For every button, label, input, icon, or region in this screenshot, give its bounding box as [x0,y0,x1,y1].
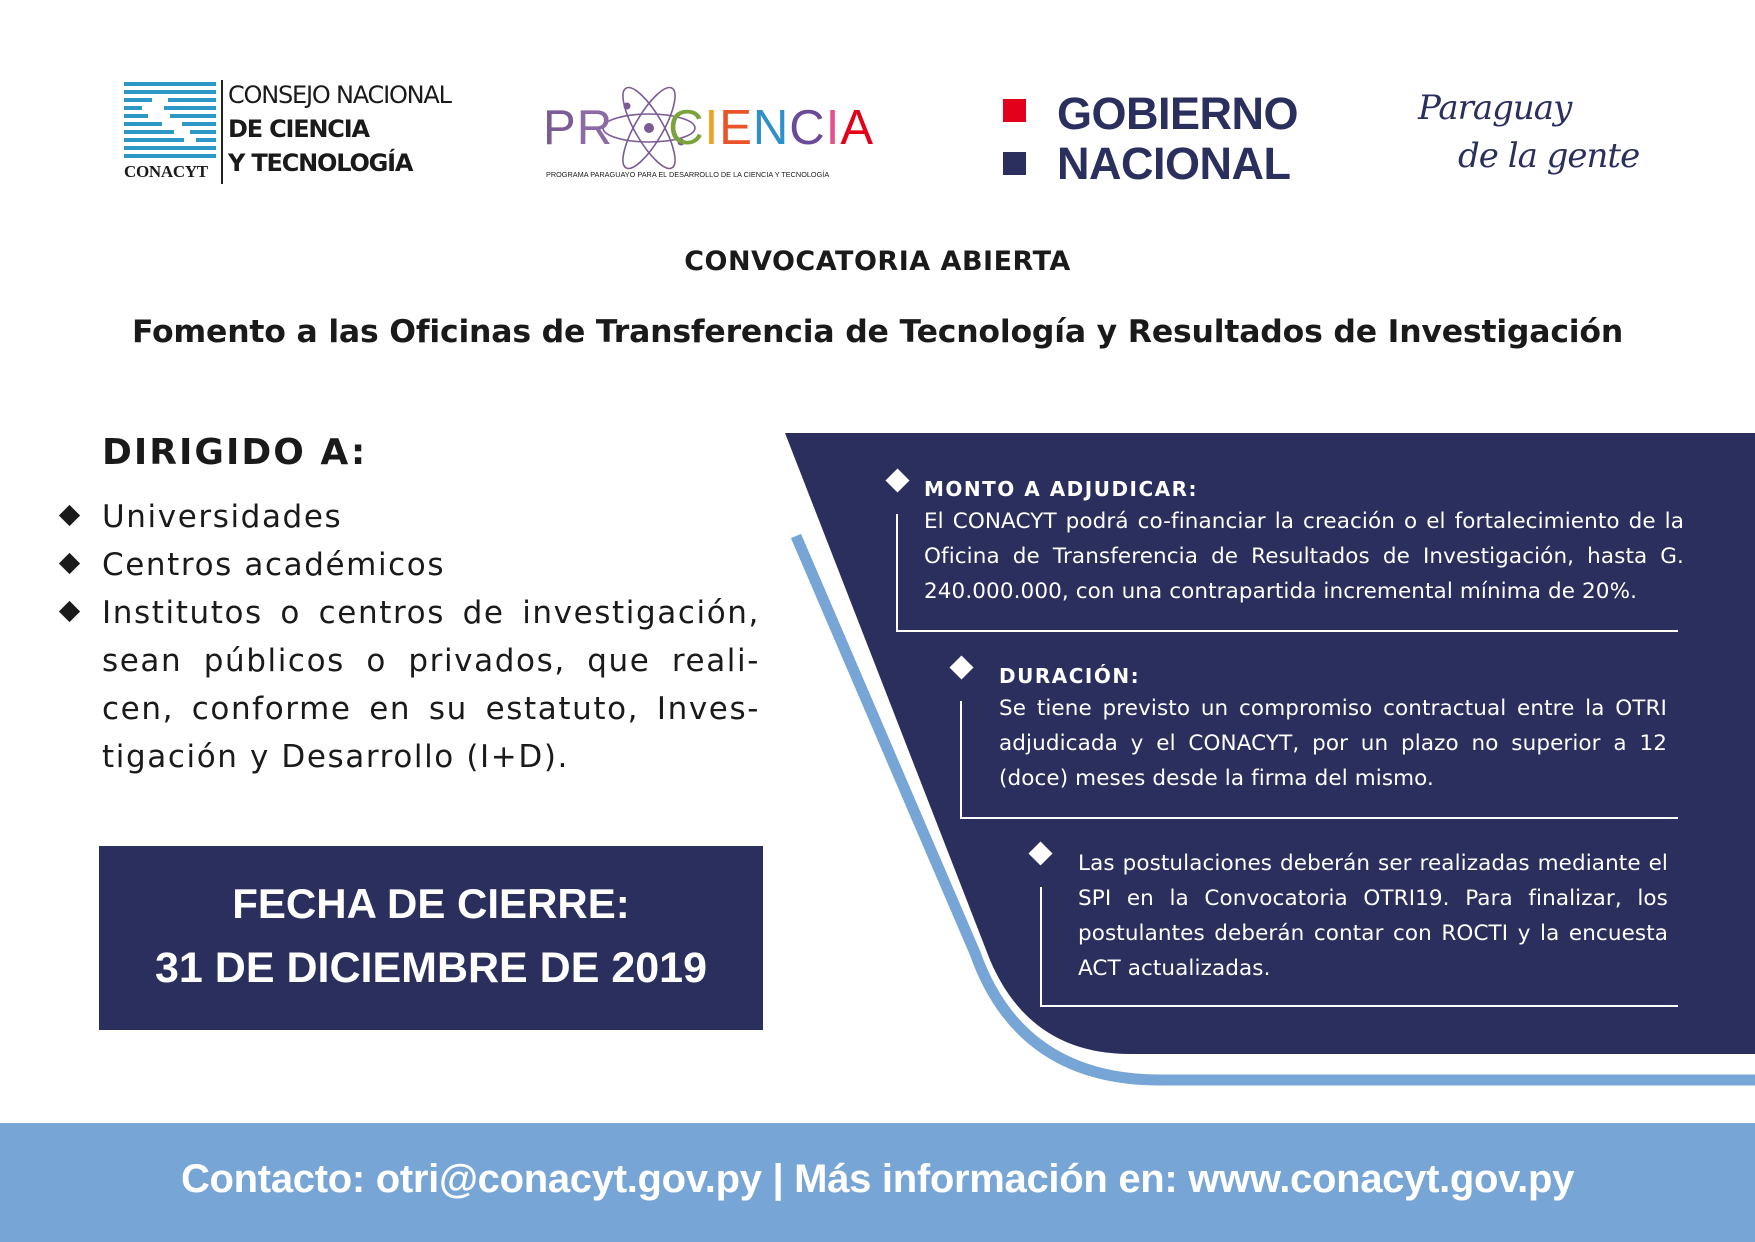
footer-bar [0,1123,1755,1242]
footer-contact: Contacto: otri@conacyt.gov.py | Más información en: www.conacyt.gov.py [180,1157,1575,1201]
conacyt-logo [124,80,484,184]
prociencia-letter: N [752,101,790,155]
divider [1040,887,1042,1007]
list-item [56,541,760,589]
gobierno-nacional-logo [1003,88,1333,189]
paraguay-line1: Paraguay [1418,88,1572,128]
gobierno-line1: GOBIERNO [1057,88,1299,139]
postulacion-text: Las postulaciones deberán ser realizadas mediante el SPI en la Convocatoria OTRI19. Para finalizar, los postulantes deberán contar con ROCTI y la encuesta ACT actualizadas. [1078,851,1668,981]
prociencia-subtitle: PROGRAMA PARAGUAYO PARA EL DESARROLLO DE LA CIENCIA Y TECNOLOGÍA [546,170,830,179]
page-title: Fomento a las Oficinas de Transferencia de Tecnología y Resultados de Investigación [131,314,1624,350]
audience-item-text: Institutos o centros de investigación, sean públicos o privados, que reali-cen, conforme en su estatuto, Inves-tigación y Desarrollo (I+D). [102,595,760,775]
audience-title: DIRIGIDO A: [102,432,368,473]
navy-square-icon [1003,152,1026,175]
conacyt-divider [221,80,223,184]
list-item [56,589,760,781]
conacyt-acronym: CONACYT [124,162,208,181]
conacyt-line2: DE CIENCIA [228,115,369,143]
divider [896,630,1678,632]
prociencia-letter: R [576,101,614,155]
divider [1040,1005,1678,1007]
prociencia-letter: C [789,101,826,155]
paraguay-de-la-gente-logo [1418,88,1638,200]
monto-text: El CONACYT podrá co-financiar la creación o el fortalecimiento de la Oficina de Transferencia de Resultados de Investigación, hasta G. 240.000.000, con una contrapartida incremental mínima de 20%. [924,509,1684,604]
prociencia-letter: P [543,101,577,155]
red-square-icon [1003,99,1026,122]
deadline-label: FECHA DE CIERRE: [232,880,630,927]
paraguay-line2: de la gente [1458,136,1640,176]
divider [960,701,962,819]
divider [896,514,898,632]
conacyt-emblem-icon [124,82,216,166]
conacyt-line1: CONSEJO NACIONAL [228,81,451,109]
prociencia-logo [543,100,873,190]
prociencia-wordmark [543,100,874,156]
bullet-diamond-icon [59,601,80,622]
prociencia-letter: I [704,101,720,155]
prociencia-letter: A [840,101,874,155]
gobierno-line2: NACIONAL [1057,138,1291,189]
convocatoria-title: CONVOCATORIA ABIERTA [684,246,1071,277]
divider [960,817,1678,819]
deadline-date: 31 DE DICIEMBRE DE 2019 [154,944,708,992]
audience-item-text: Universidades [102,499,343,535]
audience-list [56,493,760,781]
bullet-diamond-icon [59,553,80,574]
duracion-label: DURACIÓN: [999,664,1141,688]
list-item [56,493,760,541]
prociencia-letter: I [825,101,841,155]
conacyt-line3: Y TECNOLOGÍA [228,149,413,177]
prociencia-letter [621,101,660,155]
audience-item-text: Centros académicos [102,547,446,583]
duracion-text: Se tiene previsto un compromiso contractual entre la OTRI adjudicada y el CONACYT, por un plazo no superior a 12 (doce) meses desde la firma del mismo. [999,696,1667,791]
bullet-diamond-icon [59,505,80,526]
prociencia-letter: E [719,101,753,155]
monto-label: MONTO A ADJUDICAR: [924,477,1199,501]
deadline-box [99,846,763,1030]
prociencia-letter: C [668,101,705,155]
